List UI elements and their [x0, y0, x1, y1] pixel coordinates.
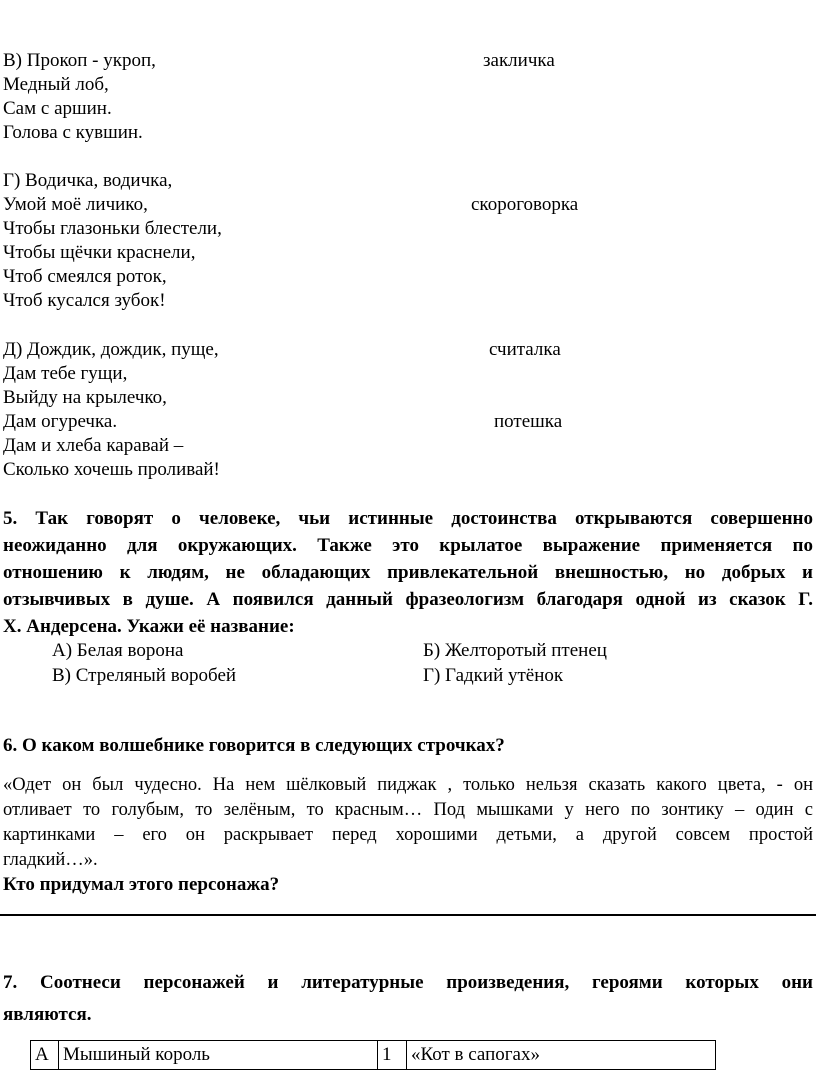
poem-line: Голова с кувшин. — [3, 122, 143, 143]
poem-line: Чтоб кусался зубок! — [3, 290, 166, 311]
question-line: являются. — [3, 1004, 92, 1025]
poem-line: Чтоб смеялся роток, — [3, 266, 167, 287]
genre-label: считалка — [489, 339, 561, 360]
poem-line: Дам огуречка. — [3, 411, 118, 432]
row-letter: А — [31, 1041, 59, 1070]
question-line: отношению к людям, не обладающих привлекательной внешностью, но добрых и — [3, 562, 813, 583]
answer-line — [0, 914, 816, 916]
genre-label: потешка — [494, 411, 563, 432]
genre-label: скороговорка — [471, 194, 579, 215]
question-5 — [3, 507, 813, 642]
poem-line: Чтобы щёчки краснели, — [3, 242, 196, 263]
question-7 — [3, 971, 813, 1030]
question-line: Х. Андерсена. Укажи её название: — [3, 616, 295, 637]
poem-line: Сам с аршин. — [3, 98, 112, 119]
option-a: А) Белая ворона — [52, 640, 184, 661]
poem-line: Сколько хочешь проливай! — [3, 459, 220, 480]
question-6-quote — [3, 773, 813, 873]
poem-line: Г) Водичка, водичка, — [3, 170, 173, 191]
poem-line: Умой моё личико, — [3, 194, 148, 215]
poem-line: Медный лоб, — [3, 74, 109, 95]
question-6-prompt: Кто придумал этого персонажа? — [3, 874, 280, 895]
poem-line: Дам и хлеба каравай – — [3, 435, 184, 456]
work-cell: «Кот в сапогах» — [407, 1041, 716, 1070]
genre-label: закличка — [483, 50, 555, 71]
poem-line: Д) Дождик, дождик, пуще, — [3, 339, 219, 360]
option-v: В) Стреляный воробей — [52, 665, 237, 686]
question-line: 5. Так говорят о человеке, чьи истинные достоинства открываются совершенно — [3, 508, 813, 529]
matching-table — [30, 1040, 716, 1070]
quote-line: отливает то голубым, то зелёным, то красным… Под мышками у него по зонтику – один с — [3, 800, 813, 820]
poem-line: Дам тебе гущи, — [3, 363, 128, 384]
table-row — [31, 1041, 716, 1070]
poem-line: Чтобы глазоньки блестели, — [3, 218, 222, 239]
question-line: отзывчивых в душе. А появился данный фразеологизм благодаря одной из сказок Г. — [3, 589, 813, 610]
quote-line: гладкий…». — [3, 850, 98, 870]
question-6-title: 6. О каком волшебнике говорится в следующих строчках? — [3, 735, 505, 756]
quote-line: картинками – его он раскрывает перед хорошими детьми, а другой совсем простой — [3, 825, 813, 845]
question-line: 7. Соотнеси персонажей и литературные произведения, героями которых они — [3, 972, 813, 993]
quote-line: «Одет он был чудесно. На нем шёлковый пиджак , только нельзя сказать какого цвета, - он — [3, 775, 813, 795]
poem-line: В) Прокоп - укроп, — [3, 50, 156, 71]
option-b: Б) Желторотый птенец — [423, 640, 607, 661]
option-g: Г) Гадкий утёнок — [423, 665, 564, 686]
poem-line: Выйду на крылечко, — [3, 387, 167, 408]
character-cell: Мышиный король — [59, 1041, 378, 1070]
row-number: 1 — [378, 1041, 407, 1070]
question-line: неожиданно для окружающих. Также это крылатое выражение применяется по — [3, 535, 813, 556]
